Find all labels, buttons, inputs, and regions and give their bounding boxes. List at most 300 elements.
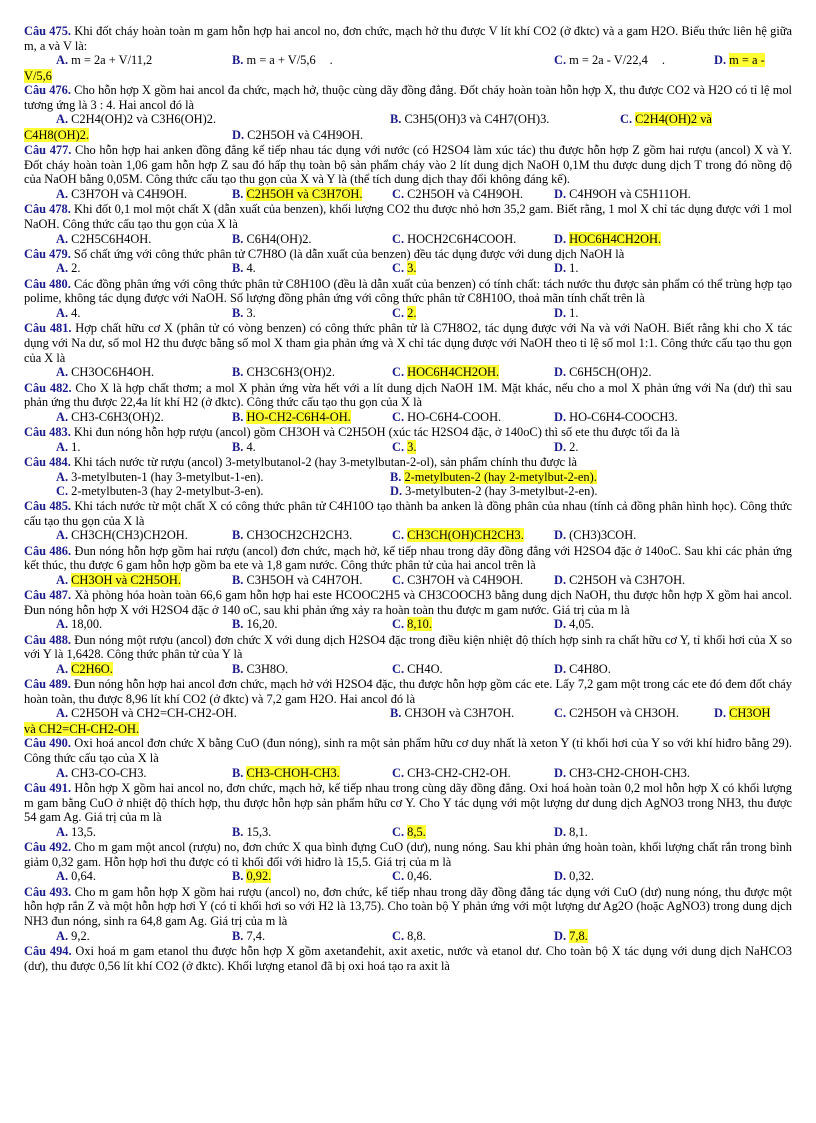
answer-option [56, 410, 164, 425]
answer-option [232, 365, 335, 380]
question-number: Câu 479. [24, 246, 71, 261]
answer-option [56, 187, 187, 202]
answer-option [390, 484, 598, 499]
answer-option [232, 825, 271, 840]
question-stem [24, 277, 792, 306]
answer-option [56, 261, 80, 276]
option-text: C2H5OH và CH2=CH-CH2-OH. [71, 706, 237, 721]
answer-option [56, 232, 151, 247]
answer-option [232, 573, 362, 588]
option-text: 2. [569, 439, 579, 454]
option-text: 0,64. [71, 869, 96, 884]
answer-option [392, 261, 416, 276]
answer-option [392, 929, 426, 944]
option-letter: C. [392, 409, 405, 424]
document-page [24, 0, 792, 981]
question-stem [24, 455, 792, 470]
question-number: Câu 490. [24, 736, 71, 751]
answer-row [24, 440, 792, 455]
option-letter: B. [232, 661, 244, 676]
question-number: Câu 491. [24, 781, 72, 796]
option-letter: D. [554, 617, 567, 632]
answer-option [390, 112, 549, 127]
option-letter: D. [554, 261, 567, 276]
question-number: Câu 481. [24, 321, 72, 336]
page-title [24, 4, 792, 24]
answer-option [232, 306, 256, 321]
option-letter: C. [392, 231, 405, 246]
option-letter: C. [392, 261, 405, 276]
option-letter: D. [554, 824, 567, 839]
option-letter: D. [554, 409, 567, 424]
answer-option [56, 365, 154, 380]
option-text: 7,4. [246, 928, 266, 943]
question-text: Cho m gam một ancol (rượu) no, đơn chức X qua bình đựng CuO (dư), nung nóng. Sau khi phản ứng hoàn toàn, khối lượng chất rắn trong bình giảm 0,32 gam. Hỗn hợp hơi thu được có tỉ khối đối với hiđro là 15,5. Giá trị của m là [24, 840, 792, 869]
option-letter: C. [56, 484, 69, 499]
option-letter: A. [56, 439, 69, 454]
answer-row [24, 528, 792, 543]
answer-option [56, 53, 152, 68]
question-text: Oxi hoá m gam etanol thu được hỗn hợp X gồm axetanđehit, axit axetic, nước và etanol dư. Cho toàn bộ X tác dụng với dung dịch NaHCO3 (dư), thu được 0,56 lít khí CO2 (ở đktc). Khối lượng etanol đã bị oxi hoá tạo ra axit là [24, 943, 792, 973]
option-text: HOC6H4CH2OH. [407, 365, 500, 380]
option-letter: A. [56, 365, 69, 380]
option-text: CH3OH [729, 706, 771, 721]
question-number: Câu 475. [24, 24, 71, 38]
question-text: Số chất ứng với công thức phân tử C7H8O (là dẫn xuất của benzen) đều tác dụng được với dung dịch NaOH là [70, 246, 625, 261]
option-letter: D. [554, 439, 567, 454]
option-continuation [24, 69, 792, 84]
answer-option [554, 306, 578, 321]
option-letter: D. [554, 765, 567, 780]
answer-row [24, 187, 792, 202]
answer-option [232, 528, 352, 543]
option-letter: A. [56, 53, 69, 68]
question-stem [24, 83, 792, 112]
option-text: 1. [569, 261, 579, 276]
option-continuation-text: V/5,6 [24, 68, 52, 83]
option-letter: D. [554, 869, 567, 884]
answer-option [56, 825, 96, 840]
question-number: Câu 476. [24, 83, 71, 98]
question-text: Cho m gam hỗn hợp X gồm hai rượu (ancol) no, đơn chức, kế tiếp nhau trong dãy đồng đẳng tác dụng với CuO (dư) nung nóng, thu được một hỗn hợp rắn Z và một hỗn hợp hơi Y (có tỉ khối hơi so với H2 là 13,75). Cho toàn bộ Y phản ứng với một lượng dư Ag2O (hoặc AgNO3) trong dung dịch NH3 đun nóng, sinh ra 64,8 gam Ag. Giá trị của m là [24, 884, 792, 928]
option-text: 4. [246, 439, 256, 454]
question-number: Câu 494. [24, 943, 72, 958]
answer-option [56, 869, 96, 884]
answer-row [24, 706, 792, 721]
option-text: 8,8. [407, 928, 426, 943]
question-text: Khi đun nóng hỗn hợp rượu (ancol) gồm CH3OH và C2H5OH (xúc tác H2SO4 đặc, ở 140oC) thì số ete thu được tối đa là [70, 425, 680, 440]
question-text: Khi đốt cháy hoàn toàn m gam hỗn hợp hai ancol no, đơn chức, mạch hở thu được V lít khí CO2 (ở đktc) và a gam H2O. Biểu thức liên hệ giữa m, a và V là: [24, 24, 792, 53]
option-letter: A. [56, 112, 69, 127]
answer-option [554, 528, 636, 543]
question-text: Xà phòng hóa hoàn toàn 66,6 gam hỗn hợp hai este HCOOC2H5 và CH3COOCH3 bằng dung dịch NaOH, thu được hỗn hợp X gồm hai ancol. Đun nóng hỗn hợp X với H2SO4 đặc ở 140 oC, sau khi phản ứng xảy ra hoàn toàn thu được m gam nước. Giá trị của m là [24, 588, 792, 617]
option-text: 3. [246, 306, 256, 321]
option-text: 3-metylbuten-1 (hay 3-metylbut-1-en). [71, 469, 264, 484]
answer-option [232, 261, 256, 276]
option-letter: B. [232, 306, 244, 321]
option-letter: C. [392, 439, 405, 454]
question-text: Đun nóng hỗn hợp gồm hai rượu (ancol) đơn chức, mạch hở, kế tiếp nhau trong dãy đồng đẳng với H2SO4 đặc ở 140oC. Sau khi các phản ứng kết thúc, thu được 6 gam hỗn hợp gồm ba ete và 1,8 gam nước. Công thức phân tử của hai ancol trên là [24, 543, 792, 573]
option-text: HO-C6H4-COOCH3. [569, 409, 678, 424]
answer-option [554, 573, 685, 588]
option-letter: A. [56, 261, 69, 276]
option-text: 13,5. [71, 824, 96, 839]
option-letter: C. [392, 824, 405, 839]
answer-row [24, 617, 792, 632]
option-text: HO-C6H4-COOH. [407, 409, 502, 424]
option-text: 8,10. [407, 617, 432, 632]
option-text: 1. [569, 306, 579, 321]
answer-option [232, 128, 363, 143]
answer-option [554, 869, 594, 884]
answer-option [554, 662, 611, 677]
answer-option [554, 617, 594, 632]
question-list [24, 24, 792, 973]
option-text: CH3OCH2CH2CH3. [246, 528, 353, 543]
option-text: 4. [71, 306, 81, 321]
answer-option [554, 929, 588, 944]
question-text: Hợp chất hữu cơ X (phân tử có vòng benzen) có công thức phân tử là C7H8O2, tác dụng được với Na và với NaOH. Biết rằng khi cho X tác dụng với Na dư, số mol H2 thu được bằng số mol X tham gia phản ứng và X chỉ tác dụng được với NaOH theo tỉ lệ số mol 1:1. Công thức cấu tạo thu gọn của X là [24, 321, 792, 365]
answer-option [56, 929, 90, 944]
option-trailing-mark: . [661, 53, 665, 68]
answer-option [56, 706, 237, 721]
answer-row [24, 869, 792, 884]
option-letter: C. [392, 928, 405, 943]
answer-row [24, 825, 792, 840]
option-letter: A. [56, 869, 69, 884]
question-text: Cho hỗn hợp X gồm hai ancol đa chức, mạch hở, thuộc cùng dãy đồng đẳng. Đốt cháy hoàn toàn hỗn hợp X, thu được CO2 và H2O có tỉ lệ mol tương ứng là 3 : 4. Hai ancol đó là [24, 83, 792, 112]
option-letter: A. [56, 231, 69, 246]
option-letter: B. [232, 409, 244, 424]
option-text: C3H5OH và C4H7OH. [246, 572, 363, 587]
answer-row [24, 112, 792, 127]
option-letter: D. [554, 306, 567, 321]
answer-row [24, 929, 792, 944]
option-text: C2H4(OH)2 và [635, 112, 712, 127]
answer-option [554, 825, 588, 840]
option-letter: D. [232, 127, 245, 142]
option-letter: D. [554, 528, 567, 543]
option-text: m = a + V/5,6 [246, 53, 316, 68]
question-text: Các đồng phân ứng với công thức phân tử C8H10O (đều là dẫn xuất của benzen) có tính chất: tách nước thu được sản phẩm có thể trùng hợp tạo polime, không tác dụng được với NaOH. Số lượng đồng phân ứng với công thức phân tử C8H10O, thoả mãn tính chất trên là [24, 276, 792, 306]
option-text: CH3-C6H3(OH)2. [71, 409, 164, 424]
option-text: CH3OH và C3H7OH. [404, 706, 515, 721]
option-text: C2H5C6H4OH. [71, 231, 152, 246]
question-text: Đun nóng một rượu (ancol) đơn chức X với dung dịch H2SO4 đặc trong điều kiện nhiệt độ thích hợp sinh ra chất hữu cơ Y, tỉ khối hơi của X so với Y là 1,6428. Công thức phân tử của Y là [24, 632, 792, 662]
option-letter: C. [392, 186, 405, 201]
question-text: Khi tách nước từ một chất X có công thức phân tử C4H10O tạo thành ba anken là đồng phân của nhau (tính cả đồng phân hình học). Công thức cấu tạo thu gọn của X là [24, 498, 793, 528]
option-letter: D. [554, 928, 567, 943]
option-text: 4. [246, 261, 256, 276]
question-stem [24, 781, 792, 825]
option-text: CH3OH và C2H5OH. [71, 572, 181, 587]
question-text: Đun nóng hỗn hợp hai ancol đơn chức, mạch hở với H2SO4 đặc, thu được hỗn hợp gồm các ete. Lấy 7,2 gam một trong các ete đó đem đốt cháy hoàn toàn, thu được 8,96 lít khí CO2 (ở đktc) và 7,2 gam H2O. Hai ancol đó là [24, 677, 792, 706]
option-text: C3H8O. [246, 661, 289, 676]
question-stem [24, 202, 792, 231]
answer-option [554, 766, 690, 781]
question-text: Cho X là hợp chất thơm; a mol X phản ứng vừa hết với a lít dung dịch NaOH 1M. Mặt khác, nếu cho a mol X phản ứng với Na (dư) thì sau phản ứng thu được 22,4a lít khí H2 (ở đktc). Công thức cấu tạo thu gọn của X là [24, 380, 792, 410]
answer-row [24, 484, 792, 499]
answer-option [392, 573, 523, 588]
question-number: Câu 482. [24, 380, 72, 395]
option-text: C3H5(OH)3 và C4H7(OH)3. [404, 112, 550, 127]
option-text: C2H5OH và CH3OH. [569, 706, 679, 721]
question-text: Oxi hoá ancol đơn chức X bằng CuO (đun nóng), sinh ra một sản phẩm hữu cơ duy nhất là xeton Y (tỉ khối hơi của Y so với khí hiđro bằng 29). Công thức cấu tạo của X là [24, 736, 792, 766]
option-letter: A. [56, 617, 69, 632]
option-text: C4H9OH và C5H11OH. [569, 186, 691, 201]
answer-option [392, 617, 432, 632]
option-letter: C. [392, 617, 405, 632]
answer-option [390, 470, 597, 485]
question-stem [24, 736, 792, 765]
option-text: C2H5OH và C3H7OH. [569, 572, 686, 587]
option-text: 3. [407, 261, 417, 276]
option-text: 8,5. [407, 824, 426, 839]
option-letter: B. [390, 112, 402, 127]
answer-option [392, 825, 426, 840]
option-text: CH3-CH2-CH2-OH. [407, 765, 511, 780]
question-stem [24, 24, 792, 53]
option-letter: B. [232, 928, 244, 943]
option-text: CH3OC6H4OH. [71, 365, 155, 380]
option-letter: D. [554, 572, 567, 587]
answer-option [392, 187, 523, 202]
answer-option [392, 306, 416, 321]
option-text: 3. [407, 439, 417, 454]
answer-option [56, 662, 113, 677]
option-text: C2H4(OH)2 và C3H6(OH)2. [71, 112, 217, 127]
answer-row [24, 766, 792, 781]
option-text: 18,00. [71, 617, 103, 632]
answer-option [232, 440, 256, 455]
option-letter: A. [56, 186, 69, 201]
option-letter: B. [232, 186, 244, 201]
question-number: Câu 488. [24, 632, 71, 647]
option-letter: D. [554, 231, 567, 246]
question-stem [24, 944, 792, 973]
answer-option [232, 662, 288, 677]
question-stem [24, 588, 792, 617]
option-text: C3H7OH và C4H9OH. [71, 186, 188, 201]
option-text: m = 2a - V/22,4 [569, 53, 648, 68]
option-text: 15,3. [246, 824, 272, 839]
option-letter: C. [392, 765, 405, 780]
question-stem [24, 885, 792, 929]
answer-option [232, 617, 277, 632]
option-letter: B. [232, 365, 244, 380]
question-stem [24, 544, 792, 573]
question-number: Câu 483. [24, 425, 71, 440]
option-text: 0,46. [407, 869, 432, 884]
answer-option [392, 232, 516, 247]
option-letter: C. [554, 706, 567, 721]
answer-option [232, 869, 271, 884]
option-text: m = 2a + V/11,2 [71, 53, 153, 68]
option-text: C2H5OH và C4H9OH. [407, 186, 524, 201]
answer-option [714, 706, 770, 721]
option-letter: C. [392, 528, 405, 543]
answer-row [24, 53, 792, 68]
option-continuation [24, 128, 89, 143]
option-text: C4H8O. [569, 661, 611, 676]
option-text: 4,05. [569, 617, 594, 632]
option-text: CH4O. [407, 661, 443, 676]
question-number: Câu 477. [24, 143, 72, 158]
option-letter: C. [392, 869, 405, 884]
option-letter: D. [390, 484, 403, 499]
option-text: 16,20. [246, 617, 278, 632]
answer-option [554, 187, 691, 202]
question-number: Câu 487. [24, 588, 72, 603]
answer-row [24, 128, 792, 143]
option-letter: A. [56, 528, 69, 543]
answer-option [56, 112, 216, 127]
answer-option [56, 573, 181, 588]
option-text: CH3CH(OH)CH2CH3. [407, 528, 524, 543]
option-text: CH3-CO-CH3. [71, 765, 147, 780]
option-letter: C. [392, 661, 405, 676]
answer-option [232, 187, 362, 202]
answer-option [56, 470, 264, 485]
option-letter: C. [392, 306, 405, 321]
answer-option [392, 365, 499, 380]
answer-option [56, 617, 102, 632]
answer-row [24, 365, 792, 380]
question-text: Khi đốt 0,1 mol một chất X (dẫn xuất của benzen), khối lượng CO2 thu được nhỏ hơn 35,2 gam. Biết rằng, 1 mol X chỉ tác dụng được với 1 mol NaOH. Công thức cấu tạo thu gọn của X là [24, 202, 792, 231]
option-letter: A. [56, 824, 69, 839]
question-number: Câu 486. [24, 543, 72, 558]
option-letter: B. [232, 572, 244, 587]
option-text: HOCH2C6H4COOH. [407, 231, 517, 246]
option-text: C2H5OH và C3H7OH. [246, 186, 363, 201]
option-text: CH3CH(CH3)CH2OH. [71, 528, 188, 543]
answer-option [232, 929, 265, 944]
option-continuation-text: C4H8(OH)2. [24, 127, 90, 142]
question-number: Câu 489. [24, 677, 71, 692]
option-letter: A. [56, 706, 69, 721]
option-letter: A. [56, 409, 69, 424]
option-text: HOC6H4CH2OH. [569, 231, 662, 246]
answer-row [24, 470, 792, 485]
option-continuation [24, 722, 792, 737]
answer-option [392, 528, 524, 543]
answer-option [554, 706, 679, 721]
option-text: 9,2. [71, 928, 90, 943]
question-number: Câu 478. [24, 202, 71, 217]
answer-option [554, 365, 651, 380]
option-letter: D. [554, 365, 567, 380]
option-letter: B. [232, 231, 244, 246]
question-text: Cho hỗn hợp hai anken đồng đẳng kế tiếp nhau tác dụng với nước (có H2SO4 làm xúc tác) thu được hỗn hợp Z gồm hai rượu (ancol) X và Y. Đốt cháy hoàn toàn 1,06 gam hỗn hợp Z sau đó hấp thụ toàn bộ sản phẩm cháy vào 2 lít dung dịch NaOH 0,1M thu được dung dịch T trong đó nồng độ của NaOH bằng 0,05M. Công thức cấu tạo thu gọn của X và Y là (thể tích dung dịch thay đổi không đáng kể). [24, 143, 792, 187]
option-letter: A. [56, 661, 69, 676]
question-stem [24, 143, 792, 187]
option-continuation-text: và CH2=CH-CH2-OH. [24, 721, 140, 736]
option-text: C6H4(OH)2. [246, 231, 312, 246]
option-text: C2H5OH và C4H9OH. [247, 127, 364, 142]
answer-option [232, 410, 351, 425]
answer-option [714, 53, 765, 68]
option-letter: C. [554, 53, 567, 68]
option-letter: B. [390, 469, 402, 484]
option-letter: D. [554, 186, 567, 201]
answer-option [554, 440, 578, 455]
option-letter: A. [56, 469, 69, 484]
answer-option [56, 440, 80, 455]
option-text: HO-CH2-C6H4-OH. [246, 409, 351, 424]
answer-option [392, 766, 511, 781]
question-number: Câu 480. [24, 276, 71, 291]
option-letter: A. [56, 765, 69, 780]
answer-option [554, 410, 678, 425]
option-letter: B. [232, 869, 244, 884]
answer-option [392, 440, 416, 455]
option-text: C3H7OH và C4H9OH. [407, 572, 524, 587]
option-text: 2-metylbuten-3 (hay 2-metylbut-3-en). [71, 484, 264, 499]
option-letter: B. [232, 439, 244, 454]
option-text: 0,32. [569, 869, 594, 884]
option-letter: B. [390, 706, 402, 721]
answer-row [24, 662, 792, 677]
option-text: 2. [71, 261, 81, 276]
answer-option [56, 766, 147, 781]
option-letter: A. [56, 306, 69, 321]
option-letter: B. [232, 824, 244, 839]
option-letter: C. [620, 112, 633, 127]
answer-row [24, 306, 792, 321]
answer-option [392, 662, 443, 677]
answer-row [24, 232, 792, 247]
answer-option [232, 766, 340, 781]
answer-option [232, 232, 312, 247]
answer-row [24, 410, 792, 425]
option-letter: B. [232, 261, 244, 276]
answer-option [554, 232, 661, 247]
option-text: 8,1. [569, 824, 588, 839]
option-letter: C. [392, 572, 405, 587]
answer-option [56, 528, 188, 543]
option-text: 0,92. [246, 869, 272, 884]
question-text: Hỗn hợp X gồm hai ancol no, đơn chức, mạch hở, kế tiếp nhau trong cùng dãy đồng đẳng. Oxi hoá hoàn toàn 0,2 mol hỗn hợp X có khối lượng m gam bằng CuO ở nhiệt độ thích hợp, thu được hỗn hợp sản phẩm hữu cơ Y. Cho Y tác dụng với một lượng dư dung dịch AgNO3 trong NH3, thu được 54 gam Ag. Giá trị của m là [24, 781, 792, 825]
question-stem [24, 840, 792, 869]
option-letter: A. [56, 928, 69, 943]
option-letter: A. [56, 572, 69, 587]
answer-option [620, 112, 712, 127]
option-text: 2. [407, 306, 417, 321]
option-text: C2H6O. [71, 661, 113, 676]
option-text: 7,8. [569, 928, 588, 943]
question-number: Câu 493. [24, 884, 72, 899]
option-text: 2-metylbuten-2 (hay 2-metylbut-2-en). [404, 469, 597, 484]
option-text: 1. [71, 439, 81, 454]
question-number: Câu 484. [24, 455, 71, 470]
answer-option [56, 306, 80, 321]
option-letter: D. [554, 661, 567, 676]
option-text: CH3C6H3(OH)2. [246, 365, 335, 380]
option-letter: B. [232, 528, 244, 543]
answer-option [232, 53, 333, 68]
answer-option [56, 484, 264, 499]
option-letter: B. [232, 617, 244, 632]
answer-option [554, 53, 665, 68]
option-text: CH3-CH2-CHOH-CH3. [569, 765, 690, 780]
question-stem [24, 321, 792, 365]
option-text: m = a - [729, 53, 765, 68]
question-stem [24, 499, 792, 528]
answer-row [24, 261, 792, 276]
question-stem [24, 677, 792, 706]
option-letter: D. [714, 53, 727, 68]
answer-option [554, 261, 578, 276]
